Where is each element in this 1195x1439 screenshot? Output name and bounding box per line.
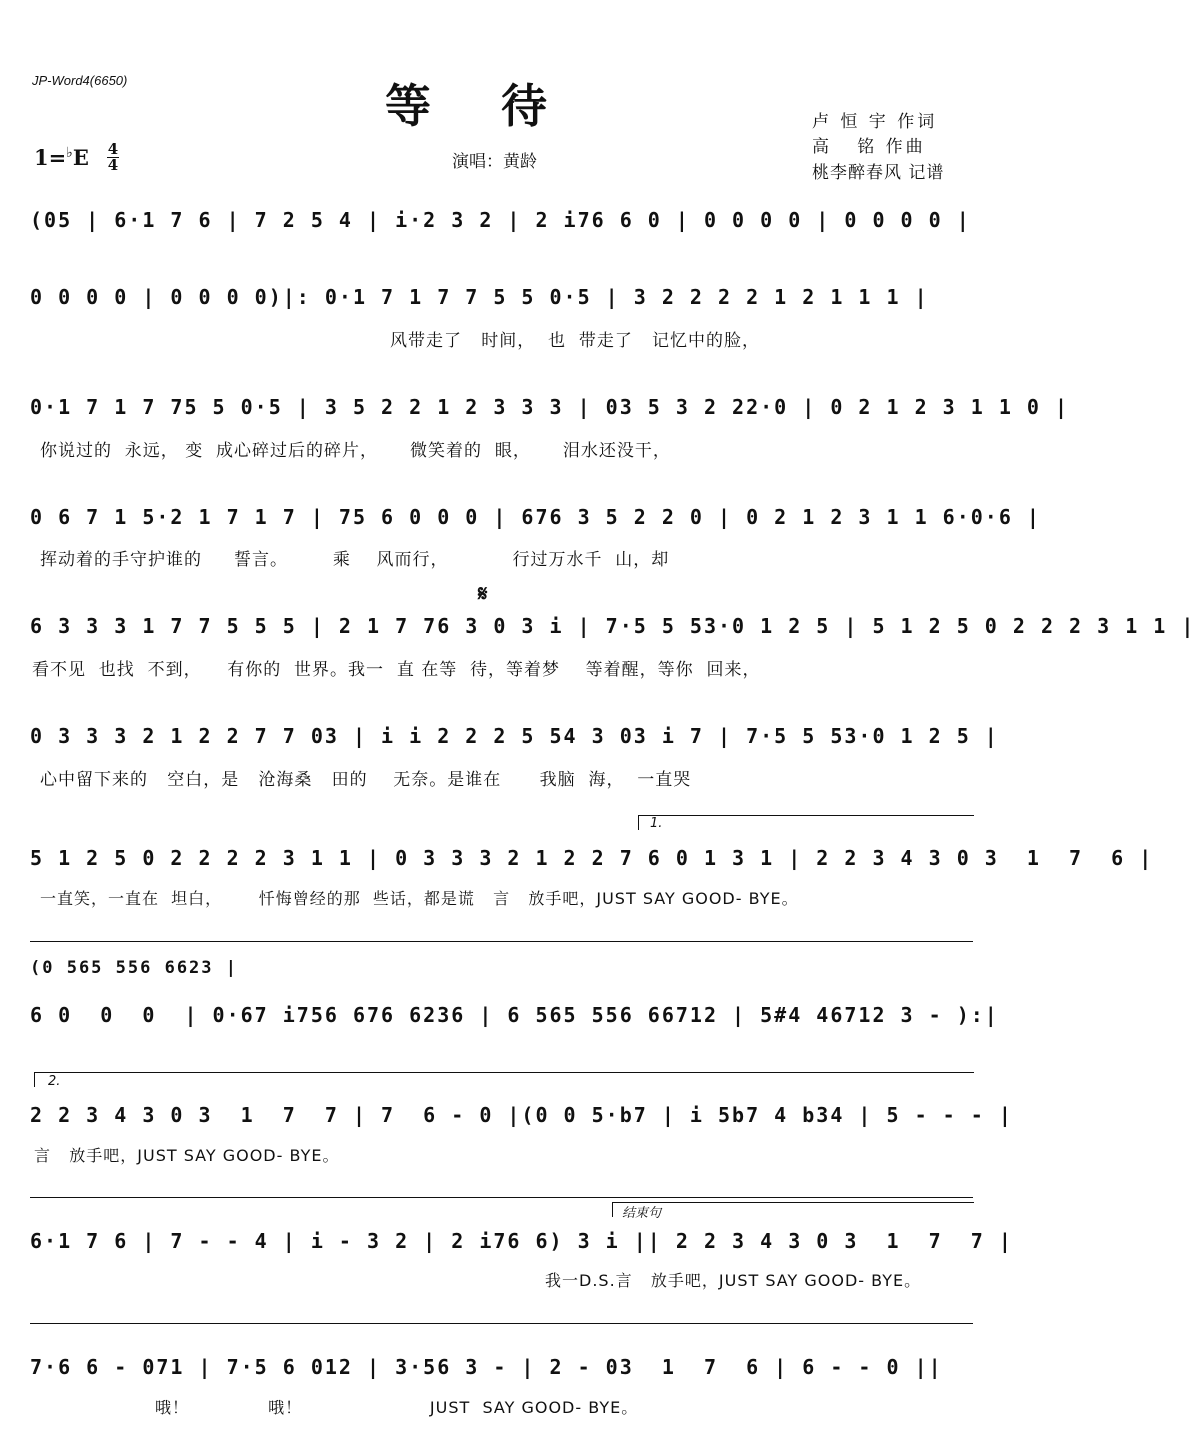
song-title: 等待 xyxy=(385,79,617,133)
composer-credit: 高 铭 作曲 xyxy=(812,137,926,157)
notation-row-12: 7·6 6 - 071 | 7·5 6 012 | 3·56 3 - | 2 - 03 1 7 6 | 6 - - 0 || xyxy=(30,1355,943,1379)
lyric-row-10: 言 放手吧，JUST SAY GOOD- BYE。 xyxy=(34,1146,340,1165)
lyricist-credit: 卢 恒 宇 作词 xyxy=(812,112,938,132)
notation-row-1: (05 | 6·1 7 6 | 7 2 5 4 | i·2 3 2 | 2 i76 6 0 | 0 0 0 0 | 0 0 0 0 | xyxy=(30,208,971,232)
key-prefix: 1= xyxy=(34,145,67,170)
first-ending-label: 1. xyxy=(650,816,663,831)
lyric-row-12: 哦！ 哦！ JUST SAY GOOD- BYE。 xyxy=(155,1398,639,1417)
meter-bottom: 4 xyxy=(107,156,119,174)
lyric-row-2: 风带走了 时间， 也 带走了 记忆中的脸， xyxy=(390,331,761,351)
notation-row-2: 0 0 0 0 | 0 0 0 0)|: 0·1 7 1 7 7 5 5 0·5 | 3 2 2 2 2 1 2 1 1 1 | xyxy=(30,285,929,309)
second-ending-bracket xyxy=(34,1072,974,1087)
lyric-row-11: 我一D.S.言 放手吧，JUST SAY GOOD- BYE。 xyxy=(545,1271,922,1290)
source-label: JP-Word4(6650) xyxy=(32,73,128,88)
lyric-row-6: 心中留下来的 空白，是 沧海桑 田的 无奈。是谁在 我脑 海， 一直哭 xyxy=(40,770,692,790)
flat-sign: ♭ xyxy=(66,145,73,161)
transcriber-credit: 桃李醉春风 记谱 xyxy=(812,163,945,183)
lyric-row-3: 你说过的 永远， 变 成心碎过后的碎片， 微笑着的 眼， 泪水还没干， xyxy=(40,441,671,461)
notation-row-8: (0 565 556 6623 | xyxy=(30,958,238,978)
first-ending-bracket xyxy=(638,815,974,830)
key-note: E xyxy=(72,145,89,170)
notation-row-9: 6 0 0 0 | 0·67 i756 676 6236 | 6 565 556 66712 | 5#4 46712 3 - ):| xyxy=(30,1003,999,1027)
time-signature xyxy=(107,142,119,173)
notation-row-5: 6 3 3 3 1 7 7 5 5 5 | 2 1 7 76 3 0 3 i | 7·5 5 53·0 1 2 5 | 5 1 2 5 0 2 2 2 3 1 1 | xyxy=(30,614,1195,638)
system-line xyxy=(30,1323,973,1324)
notation-row-7: 5 1 2 5 0 2 2 2 2 3 1 1 | 0 3 3 3 2 1 2 2 7 6 0 1 3 1 | 2 2 3 4 3 0 3 1 7 6 | xyxy=(30,846,1154,870)
second-ending-label: 2. xyxy=(48,1074,61,1089)
singer-credit: 演唱：黄龄 xyxy=(452,152,537,172)
notation-row-10: 2 2 3 4 3 0 3 1 7 7 | 7 6 - 0 |(0 0 5·b7 | i 5b7 4 b34 | 5 - - - | xyxy=(30,1103,1013,1127)
lyric-row-4: 挥动着的手守护谁的 誓言。 乘 风而行， 行过万水千 山，却 xyxy=(40,550,670,570)
segno-sign: 𝄋 xyxy=(478,582,488,607)
lyric-row-7: 一直笑，一直在 坦白， 忏悔曾经的那 些话，都是谎 言 放手吧，JUST SAY GOOD- BYE。 xyxy=(40,889,799,908)
lyric-row-5: 看不见 也找 不到， 有你的 世界。我一 直 在等 待，等着梦 等着醒，等你 回来， xyxy=(32,660,761,680)
key-signature xyxy=(34,145,89,170)
meter-top: 4 xyxy=(107,140,119,158)
coda-bracket xyxy=(612,1202,974,1217)
system-line xyxy=(30,941,973,942)
notation-row-4: 0 6 7 1 5·2 1 7 1 7 | 75 6 0 0 0 | 676 3 5 2 2 0 | 0 2 1 2 3 1 1 6·0·6 | xyxy=(30,505,1041,529)
coda-label: 结束句 xyxy=(622,1206,662,1221)
notation-row-6: 0 3 3 3 2 1 2 2 7 7 03 | i i 2 2 2 5 54 3 03 i 7 | 7·5 5 53·0 1 2 5 | xyxy=(30,724,999,748)
notation-row-3: 0·1 7 1 7 75 5 0·5 | 3 5 2 2 1 2 3 3 3 | 03 5 3 2 22·0 | 0 2 1 2 3 1 1 0 | xyxy=(30,395,1070,419)
notation-row-11: 6·1 7 6 | 7 - - 4 | i - 3 2 | 2 i76 6) 3 i || 2 2 3 4 3 0 3 1 7 7 | xyxy=(30,1229,1013,1253)
system-line xyxy=(30,1197,973,1198)
